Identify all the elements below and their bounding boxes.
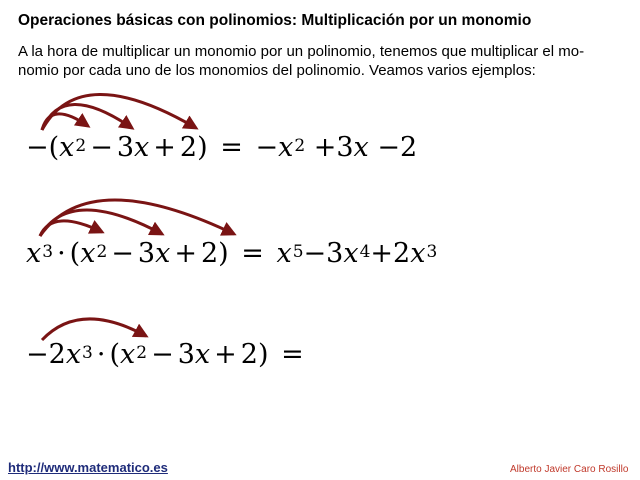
eq3-open-paren: ( [109, 339, 121, 370]
eq1-rhs-t1: − [255, 132, 279, 163]
eq2-rhs-e2: 4 [359, 242, 371, 262]
eq3-equals: = [281, 339, 304, 370]
author-credit: Alberto Javier Caro Rosillo [510, 464, 629, 475]
eq1-rhs-t2: +3 [313, 132, 354, 163]
eq2-x2: x [155, 238, 171, 269]
eq2-rhs-x2: x [343, 238, 359, 269]
eq1-const: 2 [179, 132, 198, 163]
eq2-rhs-x3: x [410, 238, 426, 269]
eq2-exp: 3 [42, 242, 54, 262]
page-title: Operaciones básicas con polinomios: Multiplicación por un monomio [18, 12, 532, 29]
eq1-exp: 2 [75, 136, 87, 156]
eq3-px: x [120, 339, 136, 370]
arrow-eq1-to-2 [42, 94, 196, 130]
arrow-eq1-to-x2 [42, 114, 88, 130]
eq2-rhs-t2: −3 [303, 238, 344, 269]
eq2-rhs-e1: 5 [292, 242, 304, 262]
eq2-rhs-t3: +2 [370, 238, 411, 269]
intro-paragraph: A la hora de multiplicar un monomio por un polinomio, tenemos que multiplicar el mo- nomio por cada uno de los monomios del polinomio. Veamos varios ejemplos: [18, 43, 585, 79]
eq3-exp: 3 [82, 343, 93, 363]
eq1-plus: + [153, 132, 176, 163]
website-link[interactable]: http://www.matematico.es [8, 460, 168, 475]
arrow-eq1-to-3x [42, 104, 132, 130]
eq1-open-paren: ( [48, 132, 60, 163]
eq3-const: 2 [240, 339, 258, 370]
eq1-rhs-x1: x [278, 132, 294, 163]
eq2-x: x [26, 238, 42, 269]
arrow-eq3-to-x2 [42, 319, 146, 340]
eq3-minus: − [151, 339, 174, 370]
eq2-pexp: 2 [96, 242, 108, 262]
eq2-open-paren: ( [69, 238, 81, 269]
eq3-sign: −2 [26, 339, 66, 370]
eq2-const: 2 [200, 238, 219, 269]
eq1-sign: − [26, 132, 49, 163]
eq3-coef: 3 [177, 339, 195, 370]
eq3-pexp: 2 [136, 343, 148, 363]
eq1-coef: 3 [116, 132, 135, 163]
eq1-x: x [59, 132, 75, 163]
eq1-rhs-x2: x [353, 132, 369, 163]
eq3-close-paren: ) [257, 339, 269, 370]
arrow-eq2-to-3x [40, 210, 162, 236]
eq2-equals: = [241, 238, 264, 269]
eq2-minus: − [111, 238, 134, 269]
eq3-x2: x [194, 339, 211, 370]
eq2-plus: + [174, 238, 197, 269]
eq1-minus: − [90, 132, 113, 163]
eq2-px: x [80, 238, 96, 269]
equation-2 [26, 238, 437, 269]
eq1-rhs-t3: −2 [377, 132, 418, 163]
equation-3 [26, 339, 308, 370]
eq2-close-paren: ) [218, 238, 229, 269]
eq1-equals: = [220, 132, 243, 163]
eq1-rhs-e1: 2 [294, 136, 306, 156]
eq1-x2: x [134, 132, 150, 163]
eq2-coef: 3 [137, 238, 156, 269]
eq3-x: x [65, 339, 82, 370]
eq3-dot: · [96, 339, 106, 370]
arrow-eq2-to-x2 [40, 221, 102, 236]
eq1-close-paren: ) [197, 132, 208, 163]
eq2-rhs-e3: 3 [426, 242, 438, 262]
eq3-plus: + [214, 339, 237, 370]
eq2-dot: · [57, 238, 66, 269]
eq2-rhs-x1: x [276, 238, 292, 269]
arrow-eq2-to-2 [40, 200, 234, 236]
equation-1 [26, 132, 417, 163]
